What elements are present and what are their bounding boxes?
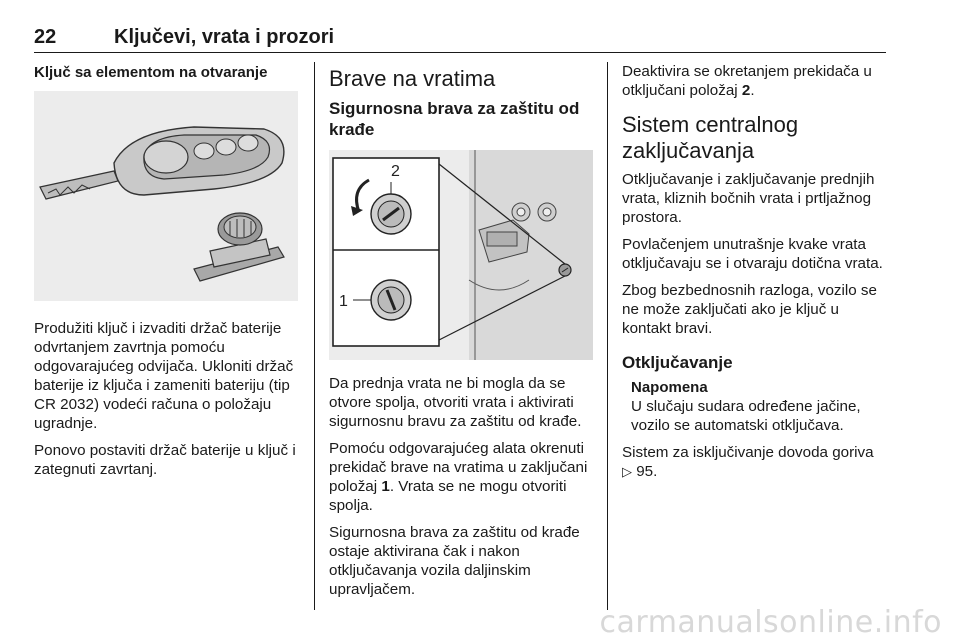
position-ref-2: 2 bbox=[741, 82, 751, 99]
position-ref-1: 1 bbox=[381, 478, 390, 495]
door-lock-drawing bbox=[329, 150, 593, 360]
column-3 bbox=[622, 62, 888, 489]
figure-label-2: 2 bbox=[391, 163, 400, 180]
section-heading-key: Ključ sa elementom na otvaranje bbox=[34, 64, 268, 81]
key-illustration bbox=[34, 91, 298, 301]
text-span: . Vrata se ne mogu otvoriti spolja. bbox=[329, 478, 567, 514]
column-2 bbox=[329, 62, 593, 607]
section-heading-door-locks: Brave na vratima bbox=[329, 66, 496, 91]
page-header bbox=[34, 26, 886, 50]
paragraph: Sigurnosna brava za zaštitu od krađe ostaje aktivirana čak i nakon otključavanja vozila daljinskim upravljačem. bbox=[329, 524, 580, 598]
paragraph: Da prednja vrata ne bi mogla da se otvore spolja, otvoriti vrata i aktivirati sigurnosnu bravu za zaštitu od krađe. bbox=[329, 375, 582, 430]
paragraph bbox=[622, 62, 888, 100]
page-reference[interactable]: 95. bbox=[636, 463, 658, 480]
subheading-anti-theft-lock: Sigurnosna brava za zaštitu od krađe bbox=[329, 99, 580, 139]
key-battery-drawing bbox=[34, 91, 298, 301]
subheading-unlocking: Otključavanje bbox=[622, 353, 733, 372]
text-span: Pomoću odgovarajućeg alata okrenuti prekidač brave na vratima u zaključani položaj bbox=[329, 440, 588, 495]
chapter-title: Ključevi, vrata i prozori bbox=[114, 26, 335, 48]
column-1 bbox=[34, 62, 300, 487]
text-span: Sistem za isključivanje dovoda goriva bbox=[622, 444, 874, 461]
note-text: U slučaju sudara određene jačine, vozilo se automatski otključava. bbox=[631, 398, 861, 434]
watermark: carmanualsonline.info bbox=[599, 605, 942, 640]
column-divider-2 bbox=[607, 62, 608, 610]
text-span: . bbox=[750, 82, 755, 99]
paragraph: Produžiti ključ i izvaditi držač baterije odvrtanjem zavrtnja pomoću odgovarajućeg odvijača. Ukloniti držač baterije iz ključa i zameniti bateriju (tip CR 2032) vodeći računa o položaju ugradnje. bbox=[34, 320, 294, 432]
section-heading-central-locking: Sistem centralnog zaključavanja bbox=[622, 112, 799, 163]
page-number: 22 bbox=[34, 26, 57, 48]
note-box bbox=[631, 379, 888, 435]
header-rule bbox=[34, 52, 886, 53]
paragraph bbox=[622, 443, 888, 481]
note-title: Napomena bbox=[631, 379, 708, 396]
paragraph: Otključavanje i zaključavanje prednjih vrata, kliznih bočnih vrata i prtljažnog prostora. bbox=[622, 171, 875, 226]
paragraph: Ponovo postaviti držač baterije u ključ i zategnuti zavrtanj. bbox=[34, 442, 296, 478]
paragraph: Povlačenjem unutrašnje kvake vrata otključavaju se i otvaraju dotična vrata. bbox=[622, 236, 883, 272]
paragraph bbox=[329, 439, 593, 515]
text-span: Deaktivira se okretanjem prekidača u otključani položaj bbox=[622, 63, 872, 99]
paragraph: Zbog bezbednosnih razloga, vozilo se ne može zaključati ako je ključ u kontakt bravi. bbox=[622, 282, 877, 337]
page-reference-icon: ▷ bbox=[622, 464, 632, 479]
door-lock-illustration bbox=[329, 150, 593, 360]
figure-label-1: 1 bbox=[339, 293, 348, 310]
column-divider-1 bbox=[314, 62, 315, 610]
